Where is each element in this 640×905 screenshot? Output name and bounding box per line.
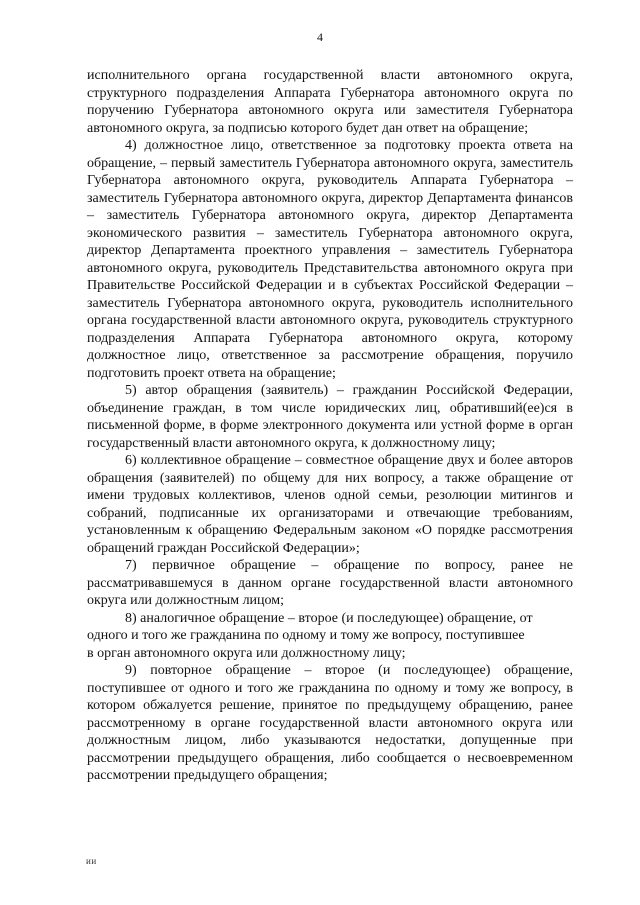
paragraph-item-9: 9) повторное обращение – второе (и последующее) обращение, поступившее от одного и того же гражданина по одному и тому же вопросу, в котором обжалуется решение, принятое по предыдущему обращению, ранее рассмотренному в органе государственной власти автономного округа или должностным лицом, либо указываются недостатки, допущенные при рассмотрении предыдущего обращения, либо сообщается о несвоевременном рассмотрении предыдущего обращения; (87, 663, 573, 783)
paragraph-continuation: исполнительного органа государственной власти автономного округа, структурного подразделения Аппарата Губернатора автономного округа по поручению Губернатора автономного округа или заместителя Губернатора автономного округа, за подписью которого будет дан ответ на обращение; (87, 68, 573, 136)
paragraph-item-5: 5) автор обращения (заявитель) – гражданин Российской Федерации, объединение граждан, в том числе юридических лиц, обративший(ее)ся в письменной форме, в форме электронного документа или устной форме в орган государственный власти автономного округа, к должностному лицу; (87, 383, 573, 451)
paragraph-item-7: 7) первичное обращение – обращение по вопросу, ранее не рассматривавшемуся в данном органе государственной власти автономного округа или должностным лицом; (87, 558, 573, 608)
paragraph-item-4: 4) должностное лицо, ответственное за подготовку проекта ответа на обращение, – первый заместитель Губернатора автономного округа, заместитель Губернатора автономного округа, руководитель Аппарата Губернатора – заместитель Губернатора автономного округа, директор Департамента финансов – заместитель Губернатора автономного округа, директор Департамента экономического развития – заместитель Губернатора автономного округа, директор Департамента проектного управления – заместитель Губернатора автономного округа, руководитель Представительства автономного округа при Правительстве Российской Федерации и в субъектах Российской Федерации – заместитель Губернатора автономного округа, руководитель исполнительного органа государственной власти автономного округа, руководитель структурного подразделения Аппарата Губернатора автономного округа, которому должностное лицо, ответственное за рассмотрение обращения, поручило подготовить проект ответа на обращение; (87, 138, 573, 381)
paragraph-item-8: 8) аналогичное обращение – второе (и последующее) обращение, от одного и того же гражданина по одному и тому же вопросу, поступившее (87, 610, 533, 643)
document-body (87, 67, 573, 785)
footer-mark: ии (86, 856, 97, 866)
page-number: 4 (317, 30, 323, 44)
paragraph-item-8-continuation: в орган автономного округа или должностному лицу; (87, 645, 406, 661)
paragraph-item-6: 6) коллективное обращение – совместное обращение двух и более авторов обращения (заявителей) по общему для них вопросу, а также обращение от имени трудовых коллективов, членов одной семьи, резолюции митингов и собраний, подписанные их организаторами и отвечающие требованиям, установленным к обращению Федеральным законом «О порядке рассмотрения обращений граждан Российской Федерации»; (87, 453, 573, 556)
